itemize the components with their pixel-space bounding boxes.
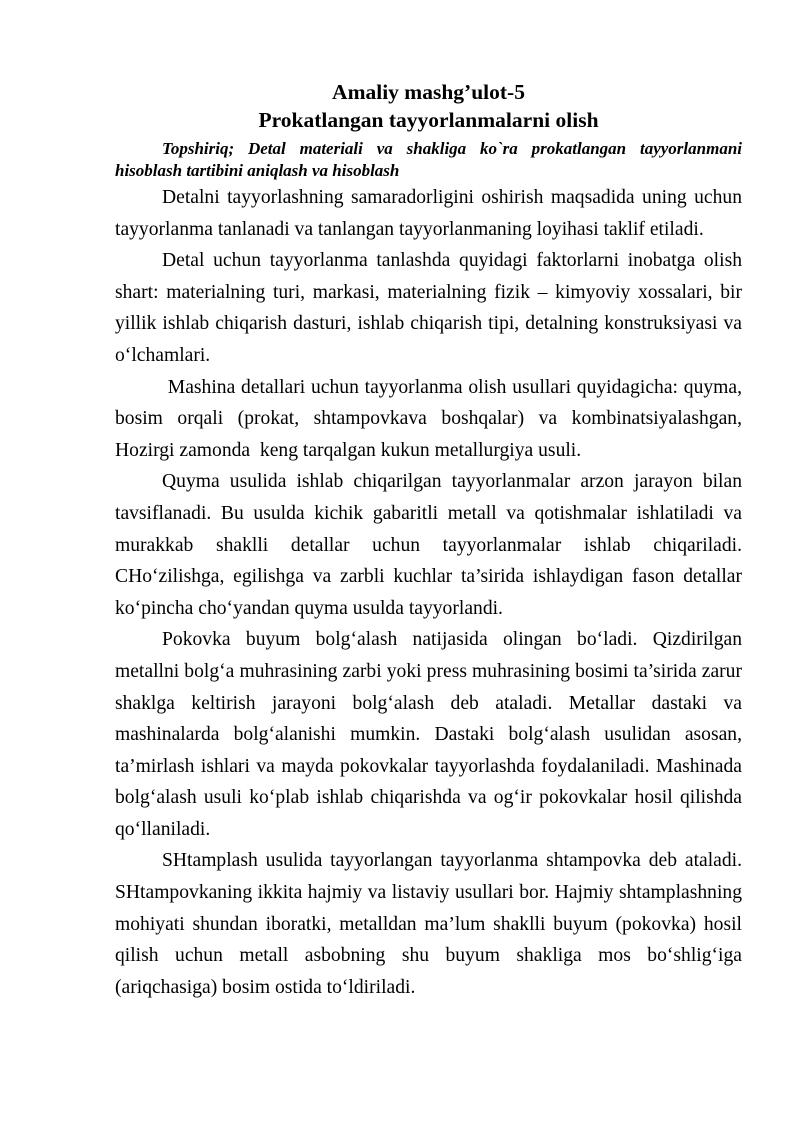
paragraph-6: SHtamplash usulida tayyorlangan tayyorlanma shtampovka deb ataladi. SHtampovkaning ikkita hajmiy va listaviy usullari bor. Hajmiy shtamplashning mohiyati shundan iboratki, metalldan ma’lum shaklli buyum (pokovka) hosil qilish uchun metall asbobning shu buyum shakliga mos bo‘shlig‘iga (ariqchasiga) bosim ostida to‘ldiriladi. (115, 850, 742, 998)
paragraph-2: Detal uchun tayyorlanma tanlashda quyidagi faktorlarni inobatga olish shart: materialning turi, markasi, materialning fizik – kimyoviy xossalari, bir yillik ishlab chiqarish dasturi, ishlab chiqarish tipi, detalning konstruksiyasi va o‘lchamlari. (115, 250, 742, 366)
title-line-1: Amaliy mashg’ulot-5 (332, 80, 525, 104)
paragraph-3: Mashina detallari uchun tayyorlanma olish usullari quyidagicha: quyma, bosim orqali (prokat, shtampovkava boshqalar) va kombinatsiyalashgan, Hozirgi zamonda keng tarqalgan kukun metallurgiya usuli. (115, 376, 747, 461)
document-page (115, 78, 747, 1003)
title-line-2: Prokatlangan tayyorlanmalarni olish (258, 108, 599, 132)
paragraph-5: Pokovka buyum bolg‘alash natijasida olingan bo‘ladi. Qizdirilgan metallni bolg‘a muhrasining zarbi yoki press muhrasining bosimi ta’sirida zarur shaklga keltirish jarayoni bolg‘alash deb ataladi. Metallar dastaki va mashinalarda bolg‘alanishi mumkin. Dastaki bolg‘alash usulidan asosan, ta’mirlash ishlari va mayda pokovkalar tayyorlashda foydalaniladi. Mashinada bolg‘alash usuli ko‘plab ishlab chiqarishda va og‘ir pokovkalar hosil qilishda qo‘llaniladi. (115, 629, 742, 840)
paragraph-4: Quyma usulida ishlab chiqarilgan tayyorlanmalar arzon jarayon bilan tavsiflanadi. Bu usulda kichik gabaritli metall va qotishmalar ishlatiladi va murakkab shaklli detallar uchun tayyorlanmalar ishlab chiqariladi. CHo‘zilishga, egilishga va zarbli kuchlar ta’sirida ishlaydigan fason detallar ko‘pincha cho‘yandan quyma usulda tayyorlandi. (115, 471, 742, 619)
task-statement: Topshiriq; Detal materiali va shakliga ko`ra prokatlangan tayyorlanmani hisoblash tartibini aniqlash va hisoblash (115, 139, 742, 180)
paragraph-1: Detalni tayyorlashning samaradorligini oshirish maqsadida uning uchun tayyorlanma tanlanadi va tanlangan tayyorlanmaning loyihasi taklif etiladi. (115, 187, 742, 240)
